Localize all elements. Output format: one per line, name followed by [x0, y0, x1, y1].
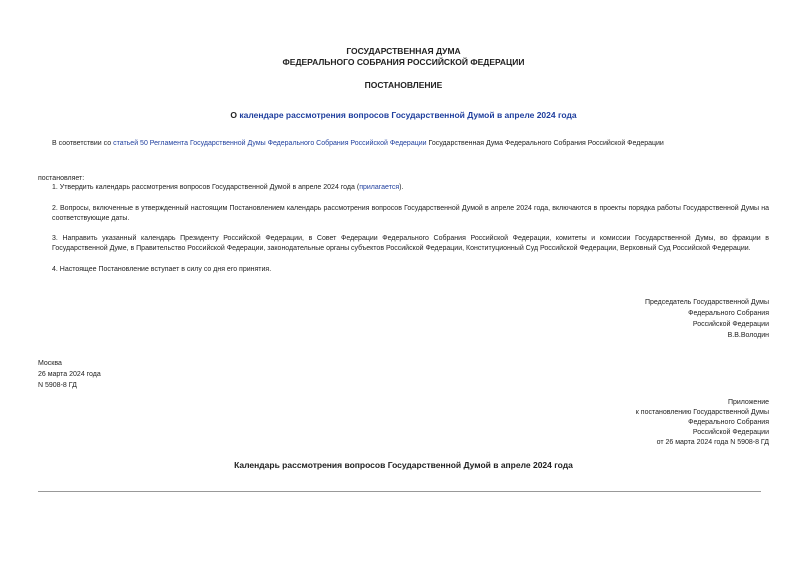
document-header	[0, 46, 807, 91]
paragraph-1-before: 1. Утвердить календарь рассмотрения вопросов Государственной Думой в апреле 2024 года (	[52, 184, 360, 191]
appendix-block	[636, 398, 769, 448]
title-link[interactable]: календаре рассмотрения вопросов Государственной Думой в апреле 2024 года	[239, 110, 577, 120]
preamble	[52, 140, 772, 147]
document-number: N 5908-8 ГД	[38, 382, 77, 389]
signature-line-3: Российской Федерации	[692, 321, 769, 328]
appendix-line-3: Федерального Собрания	[688, 419, 769, 426]
appendix-line-4: Российской Федерации	[692, 429, 769, 436]
calendar-title: Календарь рассмотрения вопросов Государственной Думой в апреле 2024 года	[234, 460, 573, 470]
paragraph-1	[38, 183, 769, 193]
paragraph-3	[38, 234, 769, 254]
document-title	[0, 110, 807, 120]
resolve-label: постановляет:	[38, 175, 85, 182]
header-line-2: ФЕДЕРАЛЬНОГО СОБРАНИЯ РОССИЙСКОЙ ФЕДЕРАЦИИ	[282, 57, 525, 67]
preamble-before: В соответствии со	[52, 140, 114, 147]
attachment-link[interactable]: прилагается	[359, 184, 400, 191]
paragraph-2	[38, 204, 769, 224]
place-date: 26 марта 2024 года	[38, 371, 101, 378]
title-prefix: О	[230, 110, 240, 120]
place-date-block	[38, 358, 101, 391]
appendix-line-2: к постановлению Государственной Думы	[635, 409, 769, 416]
regulation-article-link[interactable]: статьей 50 Регламента Государственной Думы Федерального Собрания Российской Федерации	[113, 140, 427, 147]
signature-line-1: Председатель Государственной Думы	[644, 299, 769, 306]
appendix-line-1: Приложение	[727, 399, 769, 406]
decree-label: ПОСТАНОВЛЕНИЕ	[364, 80, 443, 90]
horizontal-divider	[38, 491, 761, 492]
paragraph-4	[38, 265, 769, 275]
signature-block	[645, 297, 769, 341]
signature-line-2: Федерального Собрания	[688, 310, 769, 317]
paragraph-3-text: 3. Направить указанный календарь Президенту Российской Федерации, в Совет Федерации Федерального Собрания Российской Федерации, комитеты и комиссии Государственной Думы, во фракции в Государственной Думе, в Правительство Российской Федерации, законодательные органы субъектов Российской Федерации, Конституционный Суд Российской Федерации, Верховный Суд Российской Федерации.	[52, 235, 769, 252]
signatory-name: В.В.Володин	[727, 332, 769, 339]
preamble-after: Государственная Дума Федерального Собрания Российской Федерации	[426, 140, 664, 147]
appendix-line-5: от 26 марта 2024 года N 5908-8 ГД	[656, 439, 769, 446]
place-city: Москва	[38, 360, 62, 367]
paragraph-2-text: 2. Вопросы, включенные в утвержденный настоящим Постановлением календарь рассмотрения вопросов Государственной Думой в апреле 2024 года, включаются в проекты порядка работы Государственной Думы на соответствующие даты.	[52, 205, 769, 222]
header-line-1: ГОСУДАРСТВЕННАЯ ДУМА	[346, 46, 461, 56]
paragraph-4-text: 4. Настоящее Постановление вступает в силу со дня его принятия.	[52, 266, 272, 273]
paragraph-1-after: ).	[399, 184, 404, 191]
